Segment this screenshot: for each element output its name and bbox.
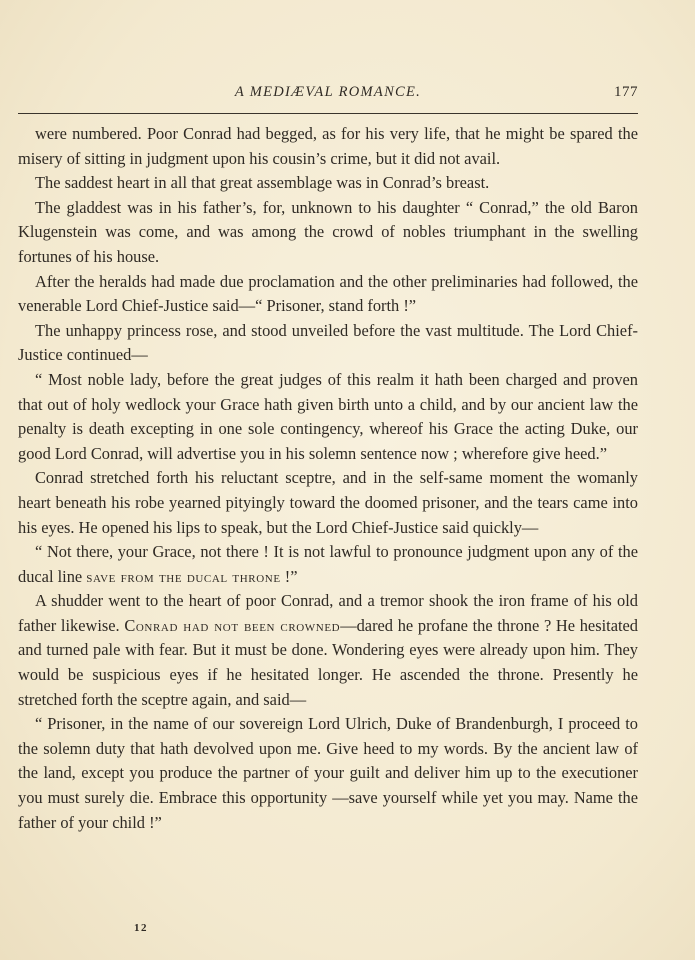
paragraph-text: “ Prisoner, in the name of our sovereign Lord Ulrich, Duke of Brandenburgh, I proceed to the solemn duty that hath devolved upon me. Give heed to my words. By the ancient law of the land, except you produce the partner of your guilt and deliver him up to the executioner you must surely die. Embrace this opportunity —save yourself while yet you may. Name the father of your child !” bbox=[18, 714, 638, 832]
paragraph-text: !” bbox=[280, 566, 298, 586]
paragraph bbox=[18, 196, 638, 270]
paragraph bbox=[18, 270, 638, 319]
paragraph-text: The gladdest was in his father’s, for, unknown to his daughter “ Conrad,” the old Baron Klugenstein was come, and was among the crowd of nobles triumphant in the swelling fortunes of his house. bbox=[18, 197, 638, 266]
paragraph bbox=[18, 712, 638, 835]
running-title: A MEDIÆVAL ROMANCE. bbox=[234, 84, 422, 100]
small-caps-text: save from the ducal throne bbox=[86, 566, 281, 586]
paragraph-text: A shudder went to the heart of poor Conrad, and a tremor shook the iron frame of his old father likewise. bbox=[18, 591, 638, 635]
paragraph bbox=[18, 589, 638, 712]
paragraph bbox=[18, 122, 638, 171]
header-rule bbox=[18, 113, 638, 114]
paragraph bbox=[18, 319, 638, 368]
small-caps-text: Conrad had not been crowned bbox=[124, 615, 341, 635]
paragraph-text: Conrad stretched forth his reluctant sceptre, and in the self-same moment the womanly heart beneath his robe yearned pityingly toward the doomed prisoner, and the tears came into his eyes. He opened his lips to speak, but the Lord Chief-Justice said quickly— bbox=[18, 468, 638, 537]
page-number: 177 bbox=[614, 84, 638, 100]
paragraph-text: —dared he profane the throne ? He hesitated and turned pale with fear. But it must be done. Wondering eyes were already upon him. They would be suspicious eyes if he hesitated longer. He ascended the throne. Presently he stretched forth the sceptre again, and said— bbox=[18, 615, 638, 709]
signature-mark: 12 bbox=[134, 922, 148, 934]
paragraph-text: The saddest heart in all that great assemblage was in Conrad’s breast. bbox=[35, 173, 490, 193]
running-header bbox=[18, 84, 638, 108]
paragraph-text: The unhappy princess rose, and stood unveiled before the vast multitude. The Lord Chief-Justice continued— bbox=[18, 320, 638, 365]
paragraph bbox=[18, 171, 638, 196]
body-text bbox=[18, 122, 638, 835]
paragraph-text: “ Most noble lady, before the great judges of this realm it hath been charged and proven that out of holy wedlock your Grace hath given birth unto a child, and by our ancient law the penalty is death excepting in one sole contingency, whereof his Grace the acting Duke, our good Lord Conrad, will advertise you in his solemn sentence now ; wherefore give heed.” bbox=[18, 369, 638, 463]
paragraph bbox=[18, 368, 638, 466]
paragraph-text: After the heralds had made due proclamation and the other preliminaries had followed, the venerable Lord Chief-Justice said—“ Prisoner, stand forth !” bbox=[18, 271, 638, 316]
paragraph-text: were numbered. Poor Conrad had begged, as for his very life, that he might be spared the misery of sitting in judgment upon his cousin’s crime, but it did not avail. bbox=[18, 124, 638, 168]
paragraph bbox=[18, 466, 638, 540]
paragraph bbox=[18, 540, 638, 589]
paragraph-text: “ Not there, your Grace, not there ! It is not lawful to pronounce judgment upon any of the ducal line bbox=[18, 542, 638, 586]
